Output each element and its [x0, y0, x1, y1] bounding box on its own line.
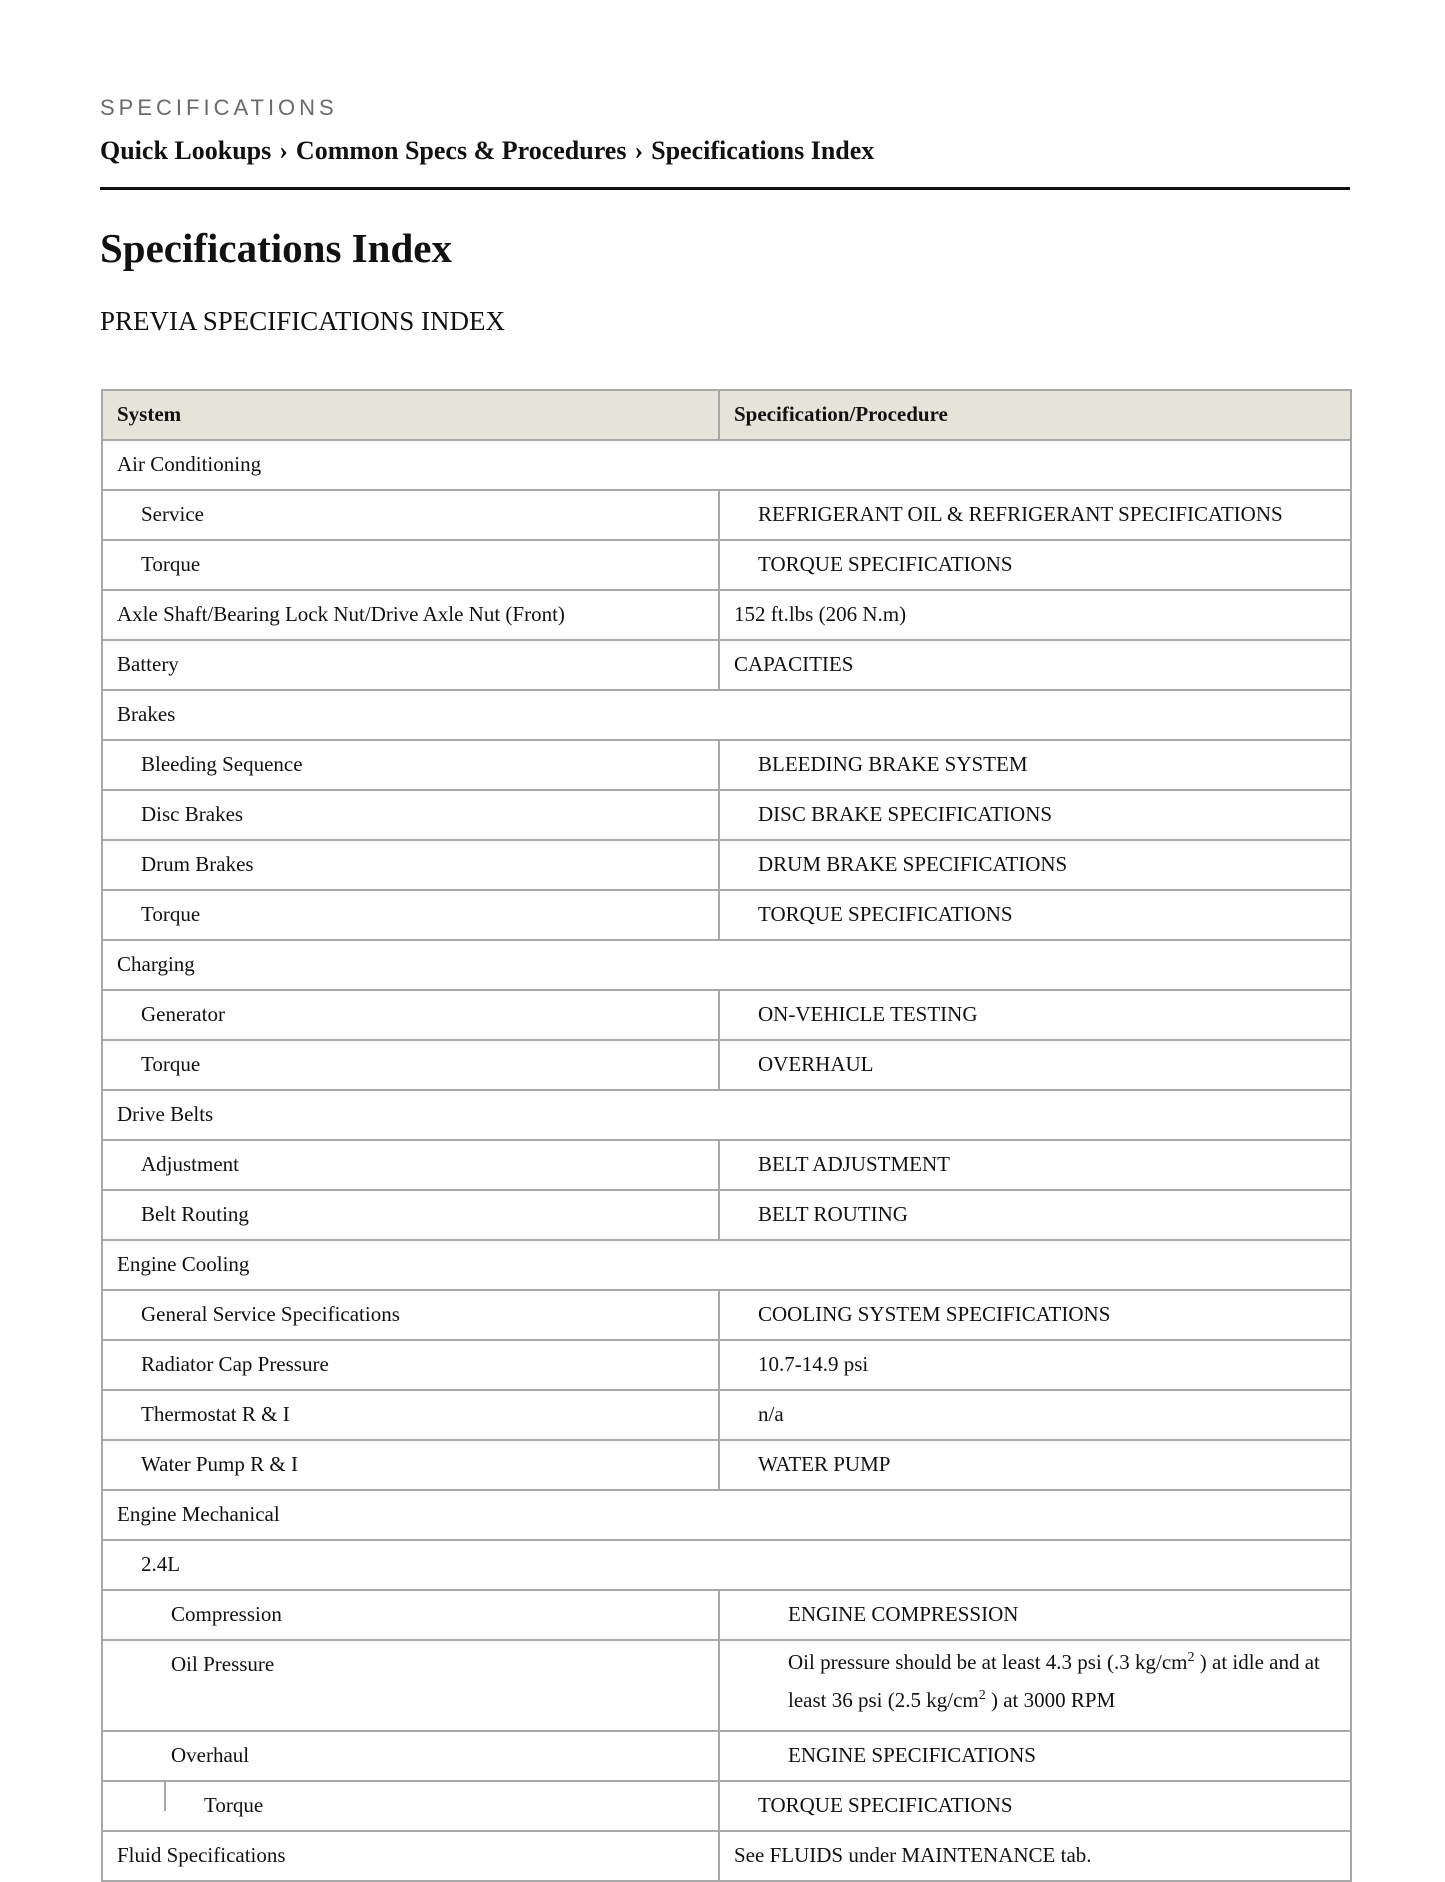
table-group-row: [102, 1240, 1351, 1290]
system-cell: Overhaul: [102, 1731, 719, 1781]
nested-cell-gutter: [103, 1782, 166, 1811]
spec-link[interactable]: ON-VEHICLE TESTING: [719, 990, 1351, 1040]
table-row: [102, 790, 1351, 840]
spec-link[interactable]: DRUM BRAKE SPECIFICATIONS: [719, 840, 1351, 890]
spec-link[interactable]: BELT ROUTING: [719, 1190, 1351, 1240]
breadcrumb-link-quick-lookups[interactable]: Quick Lookups: [100, 136, 272, 165]
system-cell: Adjustment: [102, 1140, 719, 1190]
index-subtitle: PREVIA SPECIFICATIONS INDEX: [100, 306, 506, 336]
breadcrumb-separator: ›: [634, 136, 644, 165]
spec-link[interactable]: TORQUE SPECIFICATIONS: [719, 540, 1351, 590]
table-group-row: [102, 1490, 1351, 1540]
system-cell: Fluid Specifications: [102, 1831, 719, 1881]
group-engine-cooling: Engine Cooling: [102, 1240, 1351, 1290]
spec-value: [719, 1640, 1351, 1731]
spec-link[interactable]: ENGINE COMPRESSION: [719, 1590, 1351, 1640]
system-cell: Thermostat R & I: [102, 1390, 719, 1440]
table-row: [102, 1831, 1351, 1881]
breadcrumb-current: Specifications Index: [651, 136, 875, 165]
system-cell: Water Pump R & I: [102, 1440, 719, 1490]
table-row: [102, 890, 1351, 940]
spec-link[interactable]: REFRIGERANT OIL & REFRIGERANT SPECIFICATIONS: [719, 490, 1351, 540]
system-cell: Compression: [102, 1590, 719, 1640]
table-row: [102, 1040, 1351, 1090]
system-cell: Drum Brakes: [102, 840, 719, 890]
system-cell: Disc Brakes: [102, 790, 719, 840]
table-group-row: [102, 1540, 1351, 1590]
spec-link[interactable]: ENGINE SPECIFICATIONS: [719, 1731, 1351, 1781]
table-row: [102, 1140, 1351, 1190]
breadcrumb-link-common-specs[interactable]: Common Specs & Procedures: [295, 136, 627, 165]
group-air-conditioning: Air Conditioning: [102, 440, 1351, 490]
table-row: [102, 640, 1351, 690]
superscript: 2: [978, 1688, 986, 1703]
table-row: [102, 490, 1351, 540]
table-row: [102, 1340, 1351, 1390]
table-group-row: [102, 940, 1351, 990]
table-row: [102, 590, 1351, 640]
system-cell: Torque: [102, 890, 719, 940]
system-cell: Battery: [102, 640, 719, 690]
section-label: SPECIFICATIONS: [100, 95, 338, 120]
subgroup-2-4l: 2.4L: [102, 1540, 1351, 1590]
spec-value: See FLUIDS under MAINTENANCE tab.: [719, 1831, 1351, 1881]
spec-value: n/a: [719, 1390, 1351, 1440]
spec-link[interactable]: COOLING SYSTEM SPECIFICATIONS: [719, 1290, 1351, 1340]
group-engine-mechanical: Engine Mechanical: [102, 1490, 1351, 1540]
column-header-system: System: [102, 390, 719, 440]
group-charging: Charging: [102, 940, 1351, 990]
spec-link[interactable]: DISC BRAKE SPECIFICATIONS: [719, 790, 1351, 840]
specifications-table: [101, 389, 1352, 1882]
nested-cell: [103, 1782, 718, 1817]
table-row: [102, 1290, 1351, 1340]
spec-value: 10.7-14.9 psi: [719, 1340, 1351, 1390]
table-row: [102, 1440, 1351, 1490]
oil-pressure-text-c: ) at 3000 RPM: [985, 1688, 1116, 1712]
system-cell: General Service Specifications: [102, 1290, 719, 1340]
spec-link[interactable]: CAPACITIES: [719, 640, 1351, 690]
spec-link[interactable]: TORQUE SPECIFICATIONS: [719, 890, 1351, 940]
oil-pressure-text-b: ) at idle and at least 36 psi (2.5 kg/cm: [788, 1650, 1320, 1712]
spec-link[interactable]: TORQUE SPECIFICATIONS: [719, 1781, 1351, 1831]
table-row: [102, 1781, 1351, 1831]
table-group-row: [102, 1090, 1351, 1140]
system-cell: Radiator Cap Pressure: [102, 1340, 719, 1390]
spec-link[interactable]: OVERHAUL: [719, 1040, 1351, 1090]
breadcrumb-separator: ›: [279, 136, 288, 165]
table-row: [102, 840, 1351, 890]
table-row: [102, 1190, 1351, 1240]
system-cell: Axle Shaft/Bearing Lock Nut/Drive Axle Nut (Front): [102, 590, 719, 640]
group-brakes: Brakes: [102, 690, 1351, 740]
header-divider: [100, 187, 1350, 190]
system-cell: Oil Pressure: [102, 1640, 719, 1731]
system-cell: Torque: [102, 1040, 719, 1090]
system-cell-nested: [102, 1781, 719, 1831]
system-cell: Service: [102, 490, 719, 540]
breadcrumb: [100, 136, 874, 166]
column-header-specification: Specification/Procedure: [719, 390, 1351, 440]
table-row: [102, 1731, 1351, 1781]
page-title: Specifications Index: [100, 225, 452, 271]
system-cell: Generator: [102, 990, 719, 1040]
superscript: 2: [1187, 1650, 1195, 1665]
table-row: [102, 1390, 1351, 1440]
table-row: [102, 990, 1351, 1040]
system-cell: Bleeding Sequence: [102, 740, 719, 790]
system-cell: Belt Routing: [102, 1190, 719, 1240]
table-row: [102, 1590, 1351, 1640]
system-cell-label: Torque: [204, 1793, 264, 1817]
oil-pressure-text-a: Oil pressure should be at least 4.3 psi (.3 kg/cm: [788, 1650, 1188, 1674]
spec-link[interactable]: BELT ADJUSTMENT: [719, 1140, 1351, 1190]
table-group-row: [102, 690, 1351, 740]
spec-value: 152 ft.lbs (206 N.m): [719, 590, 1351, 640]
table-row: [102, 1640, 1351, 1731]
spec-link[interactable]: WATER PUMP: [719, 1440, 1351, 1490]
table-group-row: [102, 440, 1351, 490]
group-drive-belts: Drive Belts: [102, 1090, 1351, 1140]
spec-link[interactable]: BLEEDING BRAKE SYSTEM: [719, 740, 1351, 790]
table-header-row: [102, 390, 1351, 440]
table-row: [102, 740, 1351, 790]
system-cell: Torque: [102, 540, 719, 590]
table-row: [102, 540, 1351, 590]
